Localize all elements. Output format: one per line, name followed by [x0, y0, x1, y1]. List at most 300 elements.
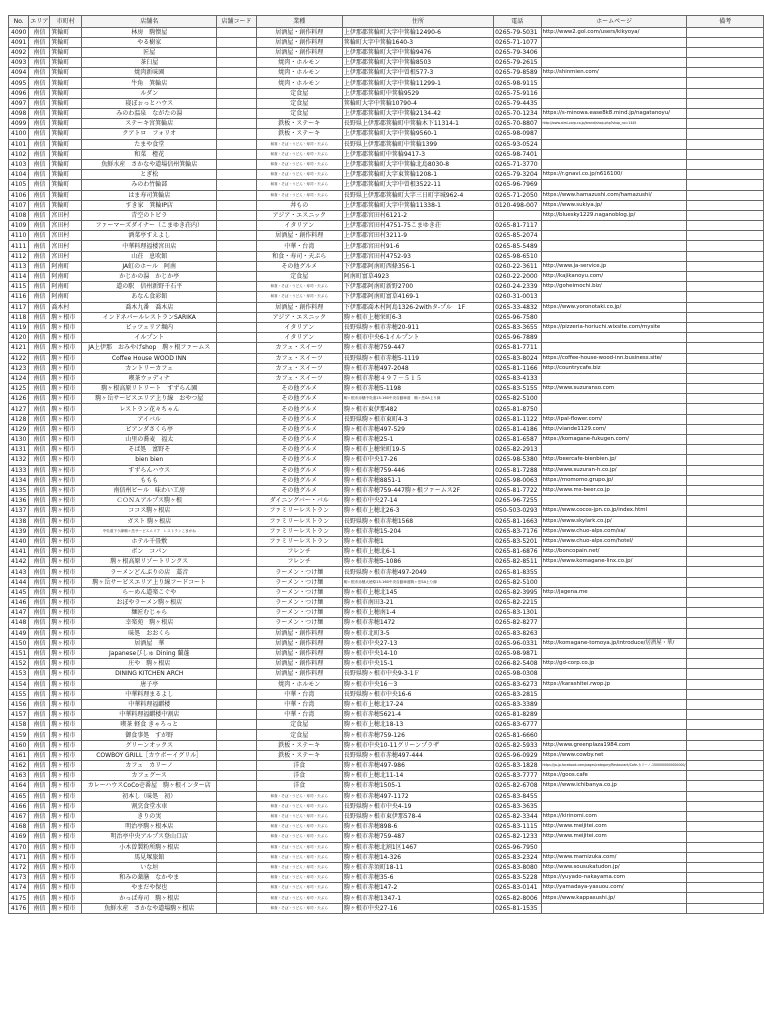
- cell-homepage[interactable]: https://goos.cafe: [541, 771, 687, 781]
- cell-no: 4099: [9, 119, 29, 129]
- cell-area: 南信: [29, 251, 50, 261]
- cell-homepage[interactable]: https://www.kappasushi.jp/: [541, 893, 687, 903]
- cell-homepage[interactable]: http://bluesky1229.naganoblog.jp/: [541, 210, 687, 220]
- table-row: [9, 373, 764, 383]
- cell-area: 南信: [29, 414, 50, 424]
- cell-address: 上伊那郡箕輪町中箕輪9417-3: [342, 149, 493, 159]
- cell-homepage[interactable]: http://komagane-tomoya.jp/introduce/居酒屋・華/: [541, 638, 687, 648]
- cell-tel: 0265-81-1535: [494, 903, 541, 913]
- cell-homepage[interactable]: http://www.meijitei.com: [541, 832, 687, 842]
- cell-note: [687, 648, 764, 658]
- cell-tel: 0265-98-9871: [494, 648, 541, 658]
- cell-no: 4138: [9, 516, 29, 526]
- cell-store-code: [217, 862, 256, 872]
- cell-address: 長野県駒ヶ根市東町4-3: [342, 414, 493, 424]
- cell-no: 4172: [9, 862, 29, 872]
- cell-no: 4167: [9, 811, 29, 821]
- cell-store-name: イルプント: [82, 333, 217, 343]
- cell-note: [687, 608, 764, 618]
- cell-no: 4139: [9, 526, 29, 536]
- cell-area: 南信: [29, 282, 50, 292]
- cell-note: [687, 119, 764, 129]
- cell-store-name: カレーハウスCoCo壱番屋 駒ヶ根インター店: [82, 781, 217, 791]
- cell-no: 4124: [9, 373, 29, 383]
- cell-area: 南信: [29, 628, 50, 638]
- cell-no: 4102: [9, 149, 29, 159]
- cell-address: 駒ヶ根市赤穂４９７－５１５: [342, 373, 493, 383]
- cell-note: [687, 221, 764, 231]
- table-row: [9, 139, 764, 149]
- cell-tel: 0265-96-7255: [494, 496, 541, 506]
- cell-homepage: [541, 842, 687, 852]
- cell-homepage: [541, 608, 687, 618]
- cell-store-name: 割烹食堂水車: [82, 801, 217, 811]
- cell-address: 上伊那郡箕輪町大字中箕輪8503: [342, 58, 493, 68]
- cell-genre: 居酒屋・創作料理: [256, 302, 342, 312]
- cell-store-name: 明治亭駒ヶ根本店: [82, 822, 217, 832]
- cell-city: 駒ヶ根市: [50, 750, 82, 760]
- cell-genre: 和食・そば・うどん・寿司・天ぷら: [256, 873, 342, 883]
- cell-genre: その他グルメ: [256, 435, 342, 445]
- cell-genre: 焼肉・ホルモン: [256, 78, 342, 88]
- cell-city: 駒ヶ根市: [50, 699, 82, 709]
- cell-homepage[interactable]: http://www2.gol.com/users/kikyoya/: [541, 27, 687, 37]
- cell-tel: 0265-83-3389: [494, 699, 541, 709]
- cell-homepage[interactable]: http://www.sousukatudon.jp/: [541, 862, 687, 872]
- cell-address: 駒ヶ根市赤穂1: [342, 536, 493, 546]
- cell-homepage: [541, 149, 687, 159]
- cell-genre: その他グルメ: [256, 424, 342, 434]
- cell-tel: 0265-83-7176: [494, 526, 541, 536]
- cell-homepage[interactable]: http://ipal-flower.com/: [541, 414, 687, 424]
- table-row: [9, 394, 764, 404]
- cell-genre: 和食・そば・うどん・寿司・天ぷら: [256, 149, 342, 159]
- cell-area: 南信: [29, 781, 50, 791]
- table-row: [9, 78, 764, 88]
- cell-store-code: [217, 190, 256, 200]
- cell-address: 箕輪町大字中箕輪10790-4: [342, 98, 493, 108]
- cell-genre: 定食屋: [256, 730, 342, 740]
- cell-homepage: [541, 669, 687, 679]
- cell-city: 箕輪町: [50, 47, 82, 57]
- cell-city: 駒ヶ根市: [50, 485, 82, 495]
- cell-city: 駒ヶ根市: [50, 333, 82, 343]
- cell-store-code: [217, 526, 256, 536]
- cell-city: 駒ヶ根市: [50, 679, 82, 689]
- cell-genre: その他グルメ: [256, 384, 342, 394]
- cell-genre: その他グルメ: [256, 475, 342, 485]
- cell-genre: 中華・台湾: [256, 241, 342, 251]
- cell-area: 南信: [29, 455, 50, 465]
- cell-address: 駒ヶ根市赤穂15-204: [342, 526, 493, 536]
- cell-area: 南信: [29, 638, 50, 648]
- cell-homepage[interactable]: http://www.suzuran-h.co.jp/: [541, 465, 687, 475]
- table-row: [9, 312, 764, 322]
- cell-area: 南信: [29, 333, 50, 343]
- cell-genre: ファミリーレストラン: [256, 526, 342, 536]
- table-row: [9, 761, 764, 771]
- cell-store-code: [217, 241, 256, 251]
- cell-homepage[interactable]: https://pizzeria-horiuchi.wixsite.com/mysite: [541, 322, 687, 332]
- cell-store-name: 幸楽苑 駒ヶ根店: [82, 618, 217, 628]
- cell-note: [687, 27, 764, 37]
- cell-area: 南信: [29, 149, 50, 159]
- cell-note: [687, 190, 764, 200]
- cell-homepage[interactable]: https://momomo.grupo.jp/: [541, 475, 687, 485]
- table-row: [9, 47, 764, 57]
- cell-no: 4158: [9, 720, 29, 730]
- cell-city: 箕輪町: [50, 159, 82, 169]
- cell-area: 南信: [29, 109, 50, 119]
- cell-city: 箕輪町: [50, 190, 82, 200]
- cell-no: 4173: [9, 873, 29, 883]
- cell-tel: 050-503-0293: [494, 506, 541, 516]
- cell-store-code: [217, 363, 256, 373]
- cell-store-code: [217, 119, 256, 129]
- cell-homepage[interactable]: https://www.chuo-alps.com/sa/: [541, 526, 687, 536]
- cell-no: 4092: [9, 47, 29, 57]
- cell-store-name: 唐子亭: [82, 679, 217, 689]
- cell-tel: 0265-83-6777: [494, 720, 541, 730]
- cell-tel: 0260-22-3611: [494, 261, 541, 271]
- table-row: [9, 638, 764, 648]
- cell-area: 南信: [29, 598, 50, 608]
- cell-store-code: [217, 730, 256, 740]
- cell-homepage[interactable]: https://r.gnavi.co.jp/n616100/: [541, 170, 687, 180]
- table-row: [9, 679, 764, 689]
- cell-note: [687, 689, 764, 699]
- cell-area: 南信: [29, 363, 50, 373]
- table-row: [9, 506, 764, 516]
- table-row: [9, 862, 764, 872]
- cell-homepage[interactable]: https://www.yoronotaki.co.jp/: [541, 302, 687, 312]
- cell-address: 上伊那郡箕輪町大字中箕輪12490-6: [342, 27, 493, 37]
- cell-homepage[interactable]: http://www.mamizuka.com/: [541, 852, 687, 862]
- cell-homepage[interactable]: http://beercafe-bienbien.jp/: [541, 455, 687, 465]
- cell-tel: 0265-98-0063: [494, 475, 541, 485]
- cell-genre: 居酒屋・創作料理: [256, 47, 342, 57]
- cell-no: 4132: [9, 455, 29, 465]
- cell-genre: 中華・台湾: [256, 689, 342, 699]
- cell-no: 4165: [9, 791, 29, 801]
- cell-store-name: クアトロ フォリオ: [82, 129, 217, 139]
- cell-homepage: [541, 689, 687, 699]
- cell-homepage[interactable]: https://kirinomi.com: [541, 811, 687, 821]
- cell-tel: 0265-82-5100: [494, 394, 541, 404]
- cell-address: 駒ヶ根市上穂栄町6-3: [342, 312, 493, 322]
- cell-city: 箕輪町: [50, 78, 82, 88]
- cell-genre: 和食・そば・うどん・寿司・天ぷら: [256, 822, 342, 832]
- table-row: [9, 241, 764, 251]
- cell-no: 4157: [9, 710, 29, 720]
- cell-area: 南信: [29, 577, 50, 587]
- cell-address: 駒ヶ根市赤穂497-986: [342, 761, 493, 771]
- cell-note: [687, 679, 764, 689]
- cell-tel: 0265-79-3204: [494, 170, 541, 180]
- cell-address: 駒ヶ根市中央10-11グリーンプラザ: [342, 740, 493, 750]
- cell-tel: 0265-82-8006: [494, 893, 541, 903]
- cell-note: [687, 536, 764, 546]
- cell-city: 駒ヶ根市: [50, 404, 82, 414]
- cell-store-code: [217, 231, 256, 241]
- cell-area: 南信: [29, 404, 50, 414]
- cell-homepage[interactable]: https://yuyado-nakayama.com: [541, 873, 687, 883]
- cell-store-code: [217, 669, 256, 679]
- cell-city: 阿南町: [50, 282, 82, 292]
- cell-homepage[interactable]: https://www.ichibanya.co.jp: [541, 781, 687, 791]
- cell-homepage[interactable]: https://komagane-fukugen.com/: [541, 435, 687, 445]
- cell-tel: 0265-98-0987: [494, 129, 541, 139]
- table-row: [9, 27, 764, 37]
- cell-homepage[interactable]: http://jagena.me: [541, 587, 687, 597]
- cell-address: 駒ヶ根市赤穂759-487: [342, 832, 493, 842]
- cell-store-name: カフェ カリーノ: [82, 761, 217, 771]
- cell-store-code: [217, 129, 256, 139]
- table-row: [9, 302, 764, 312]
- cell-city: 駒ヶ根市: [50, 801, 82, 811]
- cell-homepage[interactable]: http://yamadaya-yasuou.com/: [541, 883, 687, 893]
- cell-homepage[interactable]: http://boncopain.net/: [541, 547, 687, 557]
- cell-homepage[interactable]: https://www.sukiya.jp/: [541, 200, 687, 210]
- cell-homepage[interactable]: http://gd-corp.co.jp: [541, 659, 687, 669]
- cell-tel: 0265-33-4832: [494, 302, 541, 312]
- cell-homepage[interactable]: http://www.suzuranso.com: [541, 384, 687, 394]
- cell-area: 南信: [29, 822, 50, 832]
- cell-tel: 0265-81-1122: [494, 414, 541, 424]
- table-row: [9, 272, 764, 282]
- cell-area: 南信: [29, 190, 50, 200]
- cell-area: 南信: [29, 139, 50, 149]
- cell-note: [687, 170, 764, 180]
- cell-homepage[interactable]: https://coffee-house-wood-inn.business.site/: [541, 353, 687, 363]
- cell-homepage[interactable]: https://karashitei.rwop.jp: [541, 679, 687, 689]
- cell-genre: その他グルメ: [256, 455, 342, 465]
- table-row: [9, 598, 764, 608]
- table-row: [9, 261, 764, 271]
- table-row: [9, 445, 764, 455]
- table-row: [9, 485, 764, 495]
- cell-note: [687, 659, 764, 669]
- cell-store-code: [217, 710, 256, 720]
- cell-tel: 0265-96-7889: [494, 333, 541, 343]
- cell-address: 上伊那郡箕輪町大字中箕輪2134-42: [342, 109, 493, 119]
- cell-store-code: [217, 761, 256, 771]
- cell-homepage[interactable]: https://www.hamazushi.com/hamazushi/: [541, 190, 687, 200]
- table-row: [9, 720, 764, 730]
- cell-note: [687, 312, 764, 322]
- cell-store-code: [217, 475, 256, 485]
- cell-no: 4097: [9, 98, 29, 108]
- cell-homepage[interactable]: http://www.ja-service.jp: [541, 261, 687, 271]
- cell-area: 南信: [29, 536, 50, 546]
- cell-area: 南信: [29, 119, 50, 129]
- cell-homepage: [541, 78, 687, 88]
- cell-address: 長野県駒ヶ根市赤穂20-911: [342, 322, 493, 332]
- cell-city: 駒ヶ根市: [50, 740, 82, 750]
- cell-homepage[interactable]: http://www.meijitei.com: [541, 822, 687, 832]
- table-row: [9, 109, 764, 119]
- cell-store-name: 中華料理まるよし: [82, 689, 217, 699]
- cell-city: 駒ヶ根市: [50, 424, 82, 434]
- cell-homepage[interactable]: http://kajikanoyu.com/: [541, 272, 687, 282]
- table-row: [9, 618, 764, 628]
- cell-area: 南信: [29, 170, 50, 180]
- cell-store-name: グリーンオックス: [82, 740, 217, 750]
- cell-homepage: [541, 180, 687, 190]
- cell-store-name: 青空のトビラ: [82, 210, 217, 220]
- cell-area: 南信: [29, 811, 50, 821]
- cell-store-name: 山荘 息吹館: [82, 251, 217, 261]
- cell-genre: フレンチ: [256, 557, 342, 567]
- table-row: [9, 282, 764, 292]
- cell-city: 駒ヶ根市: [50, 710, 82, 720]
- cell-store-name: ルダン: [82, 88, 217, 98]
- cell-homepage: [541, 577, 687, 587]
- cell-homepage[interactable]: http://countrycafe.biz: [541, 363, 687, 373]
- cell-no: 4126: [9, 394, 29, 404]
- cell-store-name: ステーキ宮箕輪店: [82, 119, 217, 129]
- cell-no: 4103: [9, 159, 29, 169]
- cell-note: [687, 384, 764, 394]
- cell-note: [687, 577, 764, 587]
- cell-city: 駒ヶ根市: [50, 547, 82, 557]
- table-row: [9, 221, 764, 231]
- cell-tel: 0265-81-1663: [494, 516, 541, 526]
- cell-note: [687, 710, 764, 720]
- cell-store-name: 中央道下り線駒ヶ岳サービスエリア レストランこまがね: [82, 526, 217, 536]
- cell-store-code: [217, 740, 256, 750]
- cell-area: 南信: [29, 567, 50, 577]
- cell-genre: 和食・そば・うどん・寿司・天ぷら: [256, 170, 342, 180]
- table-row: [9, 628, 764, 638]
- cell-homepage[interactable]: https://www.chuo-alps.com/hotel/: [541, 536, 687, 546]
- cell-homepage[interactable]: http://www.stmi-corp.co.jp/brand/shop.php?shop_no=1445: [541, 119, 687, 129]
- table-row: [9, 852, 764, 862]
- cell-note: [687, 893, 764, 903]
- cell-note: [687, 414, 764, 424]
- table-row: [9, 343, 764, 353]
- cell-homepage: [541, 496, 687, 506]
- cell-city: 宮田村: [50, 241, 82, 251]
- cell-homepage[interactable]: http://www.ms-beer.co.jp: [541, 485, 687, 495]
- cell-note: [687, 587, 764, 597]
- cell-no: 4120: [9, 333, 29, 343]
- cell-note: [687, 771, 764, 781]
- cell-city: 宮田村: [50, 231, 82, 241]
- cell-no: 4109: [9, 221, 29, 231]
- cell-store-name: レストラン花々ちゃん: [82, 404, 217, 414]
- cell-no: 4135: [9, 485, 29, 495]
- table-row: [9, 781, 764, 791]
- cell-no: 4148: [9, 618, 29, 628]
- cell-no: 4145: [9, 587, 29, 597]
- cell-tel: 0265-83-4133: [494, 373, 541, 383]
- cell-homepage[interactable]: https://ja-jp.facebook.com/pages/category/Restaurant/Cafe-カリーノ-1500000000000000/: [541, 761, 687, 771]
- cell-store-name: とぎ松: [82, 170, 217, 180]
- cell-address: 駒ヶ根市中央16－3: [342, 679, 493, 689]
- cell-tel: 0265-82-5933: [494, 740, 541, 750]
- cell-homepage[interactable]: https://www.cocos-jpn.co.jp/index.html: [541, 506, 687, 516]
- cell-tel: 0265-81-7288: [494, 465, 541, 475]
- cell-tel: 0265-83-3655: [494, 322, 541, 332]
- cell-homepage[interactable]: https://www.skylark.co.jp/: [541, 516, 687, 526]
- cell-city: 駒ヶ根市: [50, 465, 82, 475]
- cell-genre: 和食・そば・うどん・寿司・天ぷら: [256, 811, 342, 821]
- cell-genre: 和食・そば・うどん・寿司・天ぷら: [256, 180, 342, 190]
- table-row: [9, 68, 764, 78]
- cell-tel: 0265-71-3770: [494, 159, 541, 169]
- cell-genre: 和食・そば・うどん・寿司・天ぷら: [256, 159, 342, 169]
- cell-store-code: [217, 68, 256, 78]
- cell-area: 南信: [29, 98, 50, 108]
- cell-store-code: [217, 47, 256, 57]
- cell-address: 駒ヶ根市赤穂898-6: [342, 822, 493, 832]
- cell-homepage: [541, 801, 687, 811]
- cell-store-name: 御食事処 すが野: [82, 730, 217, 740]
- cell-genre: 中華・台湾: [256, 710, 342, 720]
- cell-homepage[interactable]: https://s-minowa.ease8k8.mind.jp/nagatanoyu/: [541, 109, 687, 119]
- cell-homepage[interactable]: https://www.cowby.net: [541, 750, 687, 760]
- cell-store-code: [217, 210, 256, 220]
- cell-genre: 居酒屋・創作料理: [256, 659, 342, 669]
- cell-homepage[interactable]: http://viande1129.com/: [541, 424, 687, 434]
- cell-note: [687, 455, 764, 465]
- cell-city: 箕輪町: [50, 170, 82, 180]
- cell-genre: 和食・そば・うどん・寿司・天ぷら: [256, 791, 342, 801]
- cell-note: [687, 200, 764, 210]
- cell-city: 駒ヶ根市: [50, 618, 82, 628]
- cell-store-code: [217, 547, 256, 557]
- cell-genre: 定食屋: [256, 109, 342, 119]
- cell-store-name: みのわ竹輪部: [82, 180, 217, 190]
- cell-store-code: [217, 587, 256, 597]
- cell-note: [687, 506, 764, 516]
- cell-homepage[interactable]: http://shinmien.com/: [541, 68, 687, 78]
- cell-note: [687, 272, 764, 282]
- cell-store-name: ＣＯＮＡアルプス駒ヶ根: [82, 496, 217, 506]
- cell-no: 4154: [9, 679, 29, 689]
- cell-tel: 0120-498-007: [494, 200, 541, 210]
- cell-store-name: 牛角 箕輪店: [82, 78, 217, 88]
- header-homepage: ホームページ: [541, 16, 687, 28]
- cell-genre: イタリアン: [256, 322, 342, 332]
- cell-genre: 和食・そば・うどん・寿司・天ぷら: [256, 852, 342, 862]
- cell-area: 南信: [29, 730, 50, 740]
- cell-area: 南信: [29, 322, 50, 332]
- cell-no: 4094: [9, 68, 29, 78]
- cell-tel: 0265-96-7950: [494, 842, 541, 852]
- cell-no: 4107: [9, 200, 29, 210]
- cell-homepage[interactable]: http://goheimochi.biz/: [541, 282, 687, 292]
- cell-store-name: 林房 駒懐屋: [82, 27, 217, 37]
- cell-store-name: カフェグース: [82, 771, 217, 781]
- cell-homepage: [541, 129, 687, 139]
- cell-address: 駒ヶ根市赤穂5-1198: [342, 384, 493, 394]
- cell-homepage[interactable]: https://www.komagane-linx.co.jp/: [541, 557, 687, 567]
- header-note: 備考: [687, 16, 764, 28]
- cell-homepage: [541, 699, 687, 709]
- table-row: [9, 608, 764, 618]
- cell-store-name: DINING KITCHEN ARCH: [82, 669, 217, 679]
- cell-note: [687, 720, 764, 730]
- cell-store-name: 魚鮮水産 さかなや道場駒ヶ根店: [82, 903, 217, 913]
- cell-note: [687, 475, 764, 485]
- cell-address: 駒ヶ根市赤穂759-447: [342, 343, 493, 353]
- cell-homepage: [541, 47, 687, 57]
- cell-address: 駒ヶ根市上穂北17-24: [342, 699, 493, 709]
- table-row: [9, 587, 764, 597]
- cell-homepage[interactable]: http://www.greenplaza1984.com: [541, 740, 687, 750]
